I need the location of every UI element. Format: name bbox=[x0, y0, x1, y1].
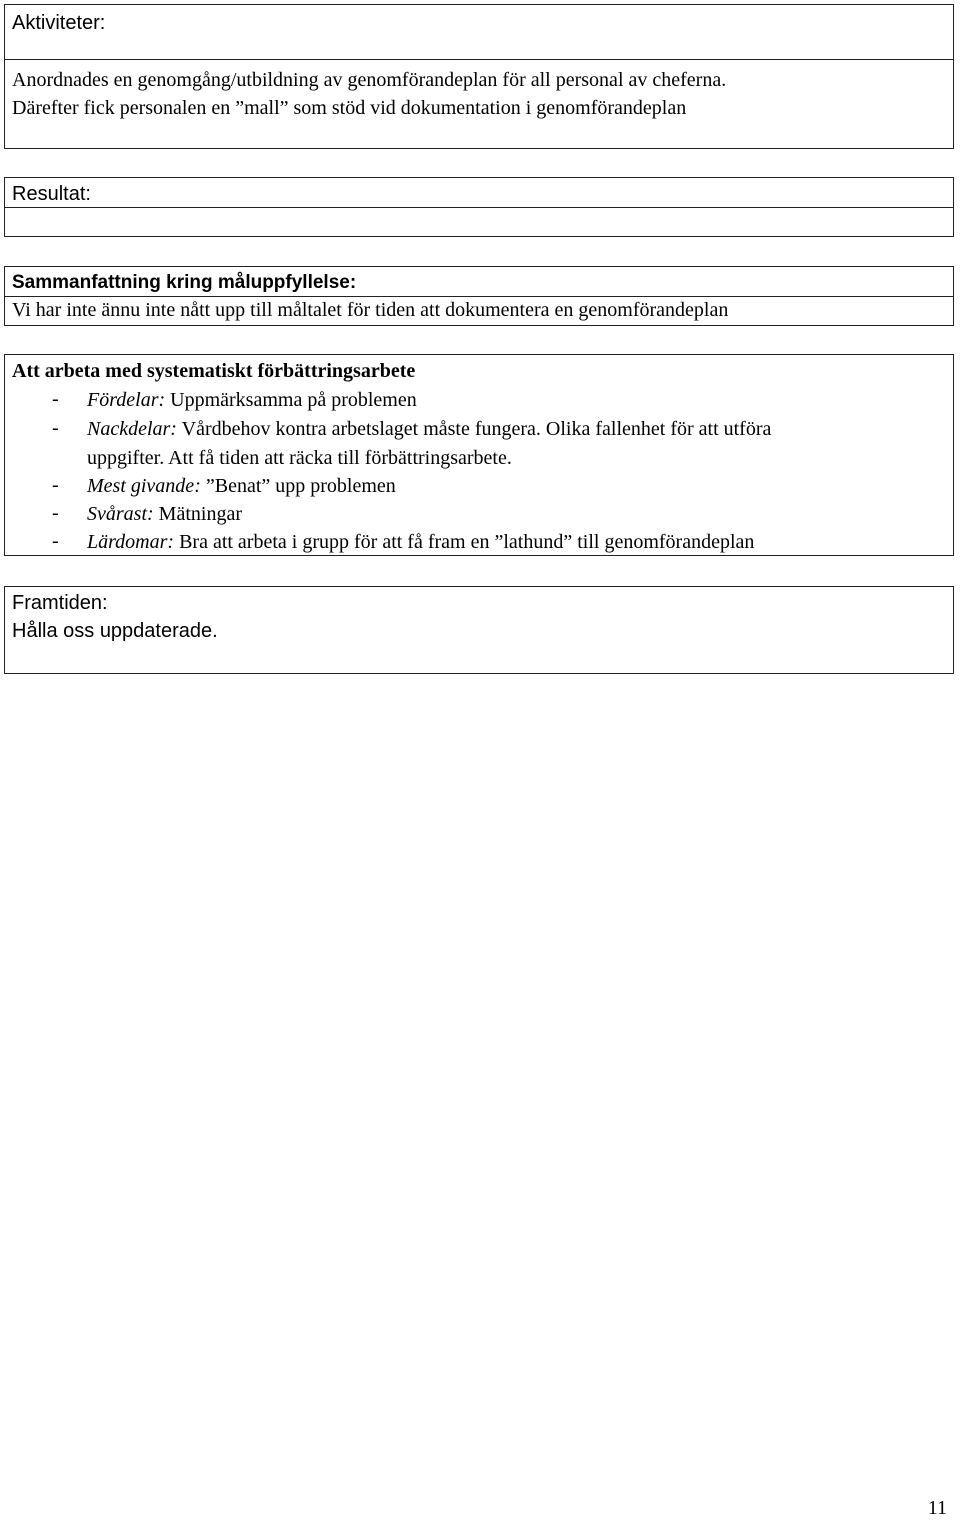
list-item-label: Fördelar: bbox=[87, 389, 166, 411]
sammanfattning-section bbox=[4, 266, 954, 326]
list-item-label: Mest givande: bbox=[87, 475, 201, 497]
aktiviteter-section bbox=[4, 4, 954, 149]
resultat-heading: Resultat: bbox=[12, 183, 91, 205]
systematiskt-section bbox=[4, 354, 954, 556]
sammanfattning-body-row bbox=[5, 297, 953, 325]
list-item-text: Uppmärksamma på problemen bbox=[170, 389, 417, 411]
aktiviteter-heading-row bbox=[5, 5, 953, 60]
list-item-label: Lärdomar: bbox=[87, 531, 175, 553]
resultat-heading-row bbox=[5, 178, 953, 208]
sammanfattning-text: Vi har inte ännu inte nått upp till måltalet för tiden att dokumentera en genomförandeplan bbox=[12, 299, 729, 321]
aktiviteter-line-1: Anordnades en genomgång/utbildning av genomförandeplan för all personal av cheferna. bbox=[12, 69, 727, 91]
systematiskt-heading: Att arbeta med systematiskt förbättringsarbete bbox=[12, 360, 416, 382]
list-dash: - bbox=[52, 502, 59, 524]
list-item-svarast bbox=[87, 502, 242, 526]
list-item-label: Svårast: bbox=[87, 503, 154, 525]
list-dash: - bbox=[52, 530, 59, 552]
list-item-text: ”Benat” upp problemen bbox=[205, 475, 396, 497]
resultat-section bbox=[4, 177, 954, 237]
list-item-text: Vårdbehov kontra arbetslaget måste fungera. Olika fallenhet för att utföra bbox=[181, 418, 772, 440]
list-dash: - bbox=[52, 417, 59, 439]
list-item-nackdelar bbox=[87, 417, 771, 441]
list-item-continuation: uppgifter. Att få tiden att räcka till förbättringsarbete. bbox=[87, 447, 512, 469]
page-number: 11 bbox=[927, 1497, 947, 1519]
resultat-body-row bbox=[5, 208, 953, 236]
list-item-text: Mätningar bbox=[158, 503, 242, 525]
framtiden-section bbox=[4, 586, 954, 674]
list-item-fordelar bbox=[87, 388, 417, 412]
list-dash: - bbox=[52, 388, 59, 410]
framtiden-text: Hålla oss uppdaterade. bbox=[12, 620, 218, 642]
framtiden-heading: Framtiden: bbox=[12, 592, 108, 614]
sammanfattning-heading: Sammanfattning kring måluppfyllelse: bbox=[12, 272, 357, 293]
aktiviteter-line-2: Därefter fick personalen en ”mall” som stöd vid dokumentation i genomförandeplan bbox=[12, 97, 687, 119]
list-item-lardomar bbox=[87, 530, 754, 554]
list-item-label: Nackdelar: bbox=[87, 418, 177, 440]
list-item-text: Bra att arbeta i grupp för att få fram en ”lathund” till genomförandeplan bbox=[179, 531, 755, 553]
list-dash: - bbox=[52, 474, 59, 496]
list-item-mest-givande bbox=[87, 474, 396, 498]
aktiviteter-heading: Aktiviteter: bbox=[12, 12, 106, 34]
sammanfattning-heading-row bbox=[5, 267, 953, 297]
aktiviteter-body-row bbox=[5, 60, 953, 148]
